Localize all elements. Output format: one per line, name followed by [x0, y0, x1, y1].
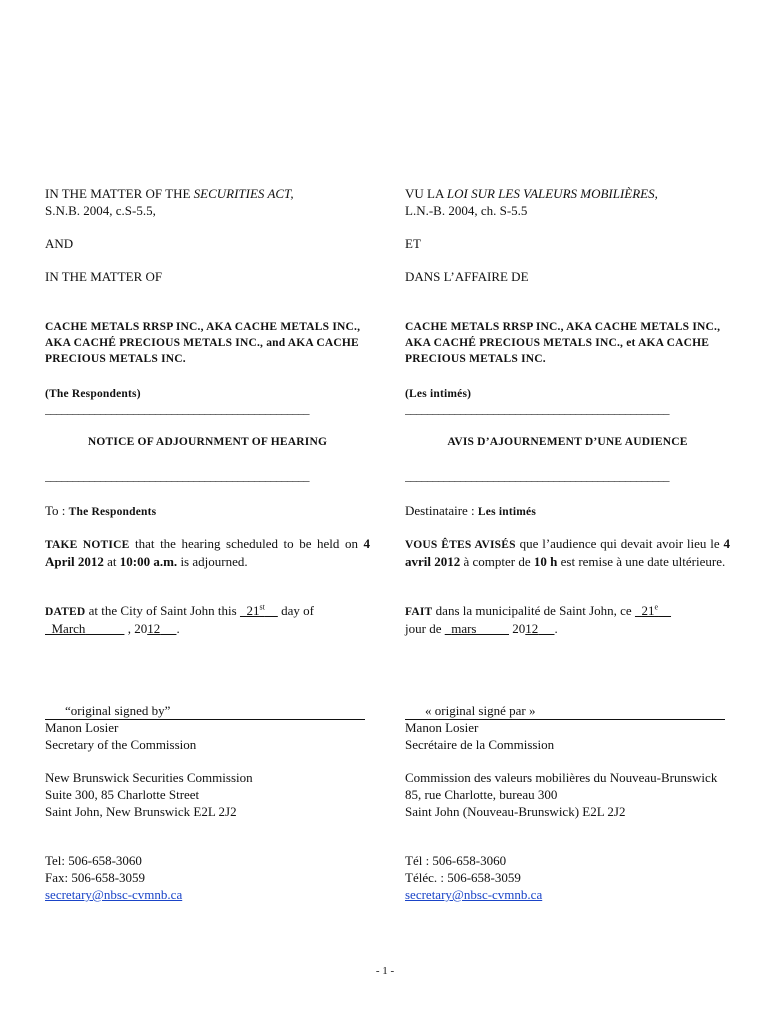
matter-heading: VU LA LOI SUR LES VALEURS MOBILIÈRES, L.N.-B. 2004, ch. S-5.5 — [405, 186, 658, 218]
parties-list: CACHE METALS RRSP INC., AKA CACHE METALS INC., AKA CACHÉ PRECIOUS METALS INC., and AKA CACHE PRECIOUS METALS INC. — [45, 321, 361, 365]
respondents-label: (Les intimés) — [405, 388, 472, 400]
and-label: AND — [45, 236, 74, 251]
act-name: LOI SUR LES VALEURS MOBILIÈRES, — [446, 186, 658, 201]
divider: ________________________________________________ — [45, 469, 309, 483]
notice-body: VOUS ÊTES AVISÉS que l’audience qui devait avoir lieu le 4 avril 2012 à compter de 10 h est remise à une date ultérieure. — [405, 536, 730, 569]
addressee: Destinataire : Les intimés — [405, 503, 537, 518]
email-link[interactable]: secretary@nbsc-cvmnb.ca — [45, 887, 183, 902]
signature-line: “original signed by” — [45, 702, 365, 720]
dated-line: DATED at the City of Saint John this 21st day of March , 2012 . — [45, 602, 314, 636]
page-number: - 1 - — [375, 965, 395, 977]
signer-title: Secretary of the Commission — [45, 737, 197, 752]
act-name: SECURITIES ACT, — [193, 186, 294, 201]
notice-title: NOTICE OF ADJOURNMENT OF HEARING — [87, 436, 328, 448]
email-link[interactable]: secretary@nbsc-cvmnb.ca — [405, 887, 543, 902]
english-column — [45, 0, 370, 1024]
dated-line: FAIT dans la municipalité de Saint John, ce 21e jour de mars 2012 . — [405, 602, 659, 636]
parties-list: CACHE METALS RRSP INC., AKA CACHE METALS INC., AKA CACHÉ PRECIOUS METALS INC., et AKA CACHE PRECIOUS METALS INC. — [405, 321, 721, 365]
addressee-value: Les intimés — [477, 506, 537, 518]
divider: ________________________________________________ — [405, 469, 669, 483]
address-block: New Brunswick Securities Commission Suite 300, 85 Charlotte Street Saint John, New Brunswick E2L 2J2 — [45, 770, 253, 819]
fax: Fax: 506-658-3059 — [45, 870, 146, 885]
fax: Téléc. : 506-658-3059 — [405, 870, 521, 885]
matter-of-label: DANS L’AFFAIRE DE — [405, 269, 529, 284]
notice-title: AVIS D’AJOURNEMENT D’UNE AUDIENCE — [447, 436, 688, 448]
contact-block — [405, 852, 730, 903]
notice-body: TAKE NOTICE that the hearing scheduled to be held on 4 April 2012 at 10:00 a.m. is adjourned. — [45, 536, 370, 569]
tel: Tel: 506-658-3060 — [45, 853, 142, 868]
tel: Tél : 506-658-3060 — [405, 853, 507, 868]
signer-name: Manon Losier — [405, 720, 479, 735]
signer-title: Secrétaire de la Commission — [405, 737, 555, 752]
signature-line: « original signé par » — [405, 702, 725, 720]
contact-block — [45, 852, 370, 903]
divider: ________________________________________________ — [45, 402, 309, 416]
french-column — [405, 0, 730, 1024]
signer-name: Manon Losier — [45, 720, 119, 735]
addressee: To : The Respondents — [45, 503, 157, 518]
respondents-label: (The Respondents) — [45, 388, 141, 400]
matter-of-label: IN THE MATTER OF — [45, 269, 163, 284]
address-block: Commission des valeurs mobilières du Nouveau-Brunswick 85, rue Charlotte, bureau 300 Saint John (Nouveau-Brunswick) E2L 2J2 — [405, 770, 718, 819]
addressee-value: The Respondents — [68, 506, 157, 518]
matter-heading: IN THE MATTER OF THE SECURITIES ACT, S.N.B. 2004, c.S-5.5, — [45, 186, 294, 218]
and-label: ET — [405, 236, 421, 251]
divider: ________________________________________________ — [405, 402, 669, 416]
